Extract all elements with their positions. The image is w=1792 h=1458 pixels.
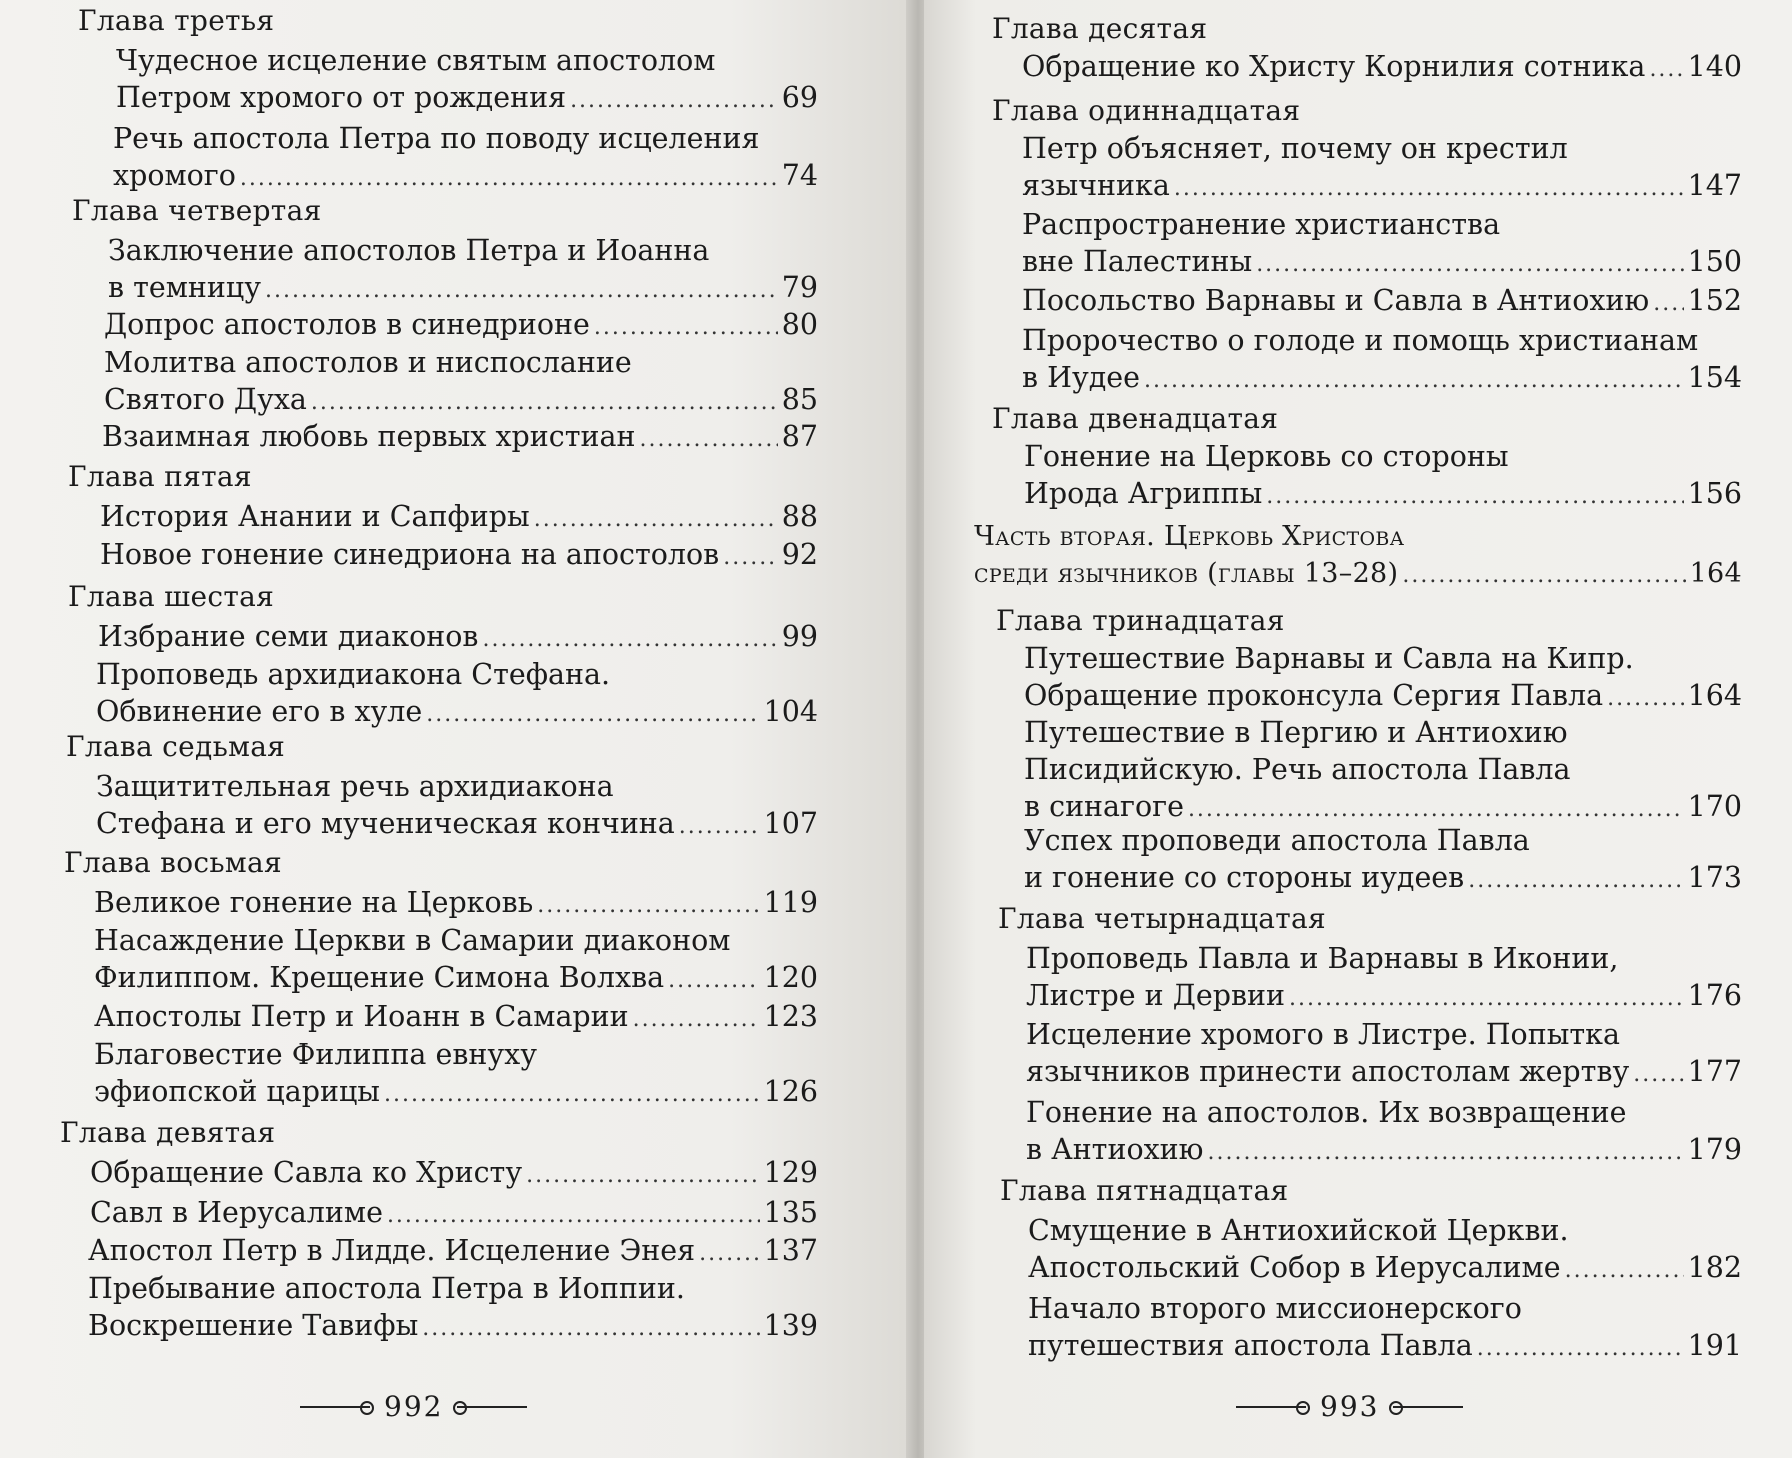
page-ref: 182	[1687, 1251, 1742, 1284]
entry-title-line: Писидийскую. Речь апостола Павла	[1024, 753, 1571, 786]
chapter-heading: Глава четырнадцатая	[998, 902, 1327, 935]
entry-title-line: в Антиохию	[1026, 1133, 1204, 1166]
leader-dots	[570, 82, 778, 119]
entry-title-line: Обвинение его в хуле	[96, 695, 423, 728]
leader-dots	[640, 421, 778, 458]
entry-title-line: Ирода Агриппы	[1024, 477, 1263, 510]
entry-final-line	[1022, 282, 1742, 322]
toc-entry	[116, 42, 818, 119]
entry-title-line: Гонение на Церковь со стороны	[1024, 440, 1509, 473]
leader-dots	[1633, 1056, 1683, 1093]
page-ref: 69	[781, 81, 818, 114]
entry-title-line: Молитва апостолов и ниспослание	[104, 346, 632, 379]
entry-title-line: Обращение проконсула Сергия Павла	[1024, 679, 1604, 712]
entry-final-line	[104, 381, 818, 421]
entry-final-line	[90, 1154, 818, 1194]
toc-entry	[90, 1194, 818, 1234]
entry-final-line	[102, 418, 818, 458]
toc-entry	[1024, 714, 1742, 828]
leader-dots	[668, 962, 759, 999]
entry-final-line	[100, 498, 818, 538]
leader-dots	[240, 160, 778, 197]
leader-dots	[1174, 170, 1684, 207]
toc-entry	[1022, 322, 1742, 399]
ornament-left-icon	[1236, 1406, 1306, 1408]
entry-final-line	[90, 1194, 818, 1234]
entry-title-line: Заключение апостолов Петра и Иоанна	[108, 234, 710, 267]
page-ref: 126	[763, 1075, 818, 1108]
chapter-heading: Глава третья	[78, 4, 275, 37]
entry-final-line	[116, 79, 818, 119]
entry-title-line: в синагоге	[1024, 790, 1184, 823]
leader-dots	[526, 1157, 760, 1194]
toc-entry	[94, 922, 818, 999]
entry-title-line: в темницу	[108, 271, 261, 304]
entry-final-line	[1022, 243, 1742, 283]
entry-title-line: путешествия апостола Павла	[1028, 1329, 1473, 1362]
left-page-number: 992	[384, 1390, 444, 1423]
chapter-heading: Глава десятая	[992, 12, 1208, 45]
entry-final-line	[94, 998, 818, 1038]
page-ref: 156	[1687, 477, 1742, 510]
right-page-number: 993	[1320, 1390, 1380, 1423]
leader-dots	[1256, 246, 1683, 283]
page-ref: 139	[763, 1309, 818, 1342]
entry-title-line: Петром хромого от рождения	[116, 81, 567, 114]
ornament-right-icon	[457, 1406, 527, 1408]
leader-dots	[422, 1310, 759, 1347]
leader-dots	[1477, 1330, 1684, 1367]
entry-title-line: Обращение Савла ко Христу	[90, 1156, 523, 1189]
toc-entry	[1024, 640, 1742, 717]
part-heading	[974, 518, 1742, 594]
page-ref: 129	[763, 1156, 818, 1189]
page-ref: 152	[1687, 284, 1742, 317]
entry-title-line: Чудесное исцеление святым апостолом	[116, 44, 716, 77]
entry-title-line: язычников принести апостолам жертву	[1026, 1055, 1630, 1088]
page-ref: 80	[781, 308, 818, 341]
chapter-heading: Глава пятая	[68, 460, 252, 493]
toc-entry	[94, 998, 818, 1038]
chapter-heading: Глава одиннадцатая	[992, 94, 1301, 127]
toc-entry	[1022, 130, 1742, 207]
page-ref: 88	[781, 500, 818, 533]
page-ref: 87	[781, 420, 818, 453]
toc-entry	[98, 618, 818, 658]
entry-title-line: Избрание семи диаконов	[98, 620, 479, 653]
entry-final-line	[96, 805, 818, 845]
page-ref: 140	[1687, 50, 1742, 83]
entry-title-line: История Анании и Сапфиры	[100, 500, 530, 533]
entry-title-line: Листре и Дервии	[1026, 979, 1286, 1012]
leader-dots	[1144, 362, 1684, 399]
entry-title-line: и гонение со стороны иудеев	[1024, 861, 1465, 894]
leader-dots	[384, 1076, 760, 1113]
toc-entry	[104, 306, 818, 346]
entry-final-line	[113, 157, 818, 197]
toc-entry	[90, 1154, 818, 1194]
leader-dots	[311, 384, 778, 421]
leader-dots	[1266, 478, 1683, 515]
entry-title-line: Апостолы Петр и Иоанн в Самарии	[94, 1000, 629, 1033]
entry-final-line	[974, 555, 1742, 594]
entry-title-line: Защитительная речь архидиакона	[96, 770, 614, 803]
page-ref: 170	[1687, 790, 1742, 823]
entry-title-line: Пророчество о голоде и помощь христианам	[1022, 324, 1699, 357]
leader-dots	[387, 1197, 760, 1234]
entry-title-line: Гонение на апостолов. Их возвращение	[1026, 1096, 1627, 1129]
chapter-heading: Глава четвертая	[72, 194, 322, 227]
ornament-left-icon	[300, 1406, 370, 1408]
page-ref: 107	[763, 807, 818, 840]
toc-entry	[1024, 822, 1742, 899]
toc-entry	[104, 344, 818, 421]
entry-final-line	[98, 618, 818, 658]
page-ref: 179	[1687, 1133, 1742, 1166]
entry-title-line: Посольство Варнавы и Савла в Антиохию	[1022, 284, 1650, 317]
entry-title-line: Распространение христианства	[1022, 208, 1501, 241]
toc-entry	[113, 120, 818, 197]
page-ref: 135	[763, 1196, 818, 1229]
page-ref: 164	[1687, 679, 1742, 712]
leader-dots	[633, 1001, 760, 1038]
leader-dots	[537, 887, 759, 924]
entry-title-line: Обращение ко Христу Корнилия сотника	[1022, 50, 1646, 83]
chapter-heading: Глава седьмая	[66, 730, 286, 763]
toc-entry	[88, 1232, 818, 1272]
page-ref: 154	[1687, 361, 1742, 394]
entry-final-line	[1024, 677, 1742, 717]
entry-title-line: язычника	[1022, 169, 1170, 202]
page-ref: 150	[1687, 245, 1742, 278]
toc-entry	[100, 498, 818, 538]
toc-entry	[1026, 1016, 1742, 1093]
leader-dots	[1468, 862, 1683, 899]
entry-title-line: Благовестие Филиппа евнуху	[94, 1038, 538, 1071]
entry-title-line: Смущение в Антиохийской Церкви.	[1028, 1214, 1569, 1247]
entry-title-line: Взаимная любовь первых христиан	[102, 420, 636, 453]
toc-entry	[96, 656, 818, 733]
left-page-footer	[300, 1390, 527, 1423]
entry-title-line: эфиопской царицы	[94, 1075, 380, 1108]
entry-final-line	[104, 306, 818, 346]
toc-entry	[1022, 282, 1742, 322]
entry-title-line: Проповедь Павла и Варнавы в Иконии,	[1026, 942, 1619, 975]
entry-final-line	[94, 884, 818, 924]
leader-dots	[679, 808, 760, 845]
toc-entry	[1028, 1212, 1742, 1289]
page-ref: 79	[781, 271, 818, 304]
entry-title-line: среди язычников (главы 13–28)	[974, 558, 1399, 589]
page-ref: 191	[1687, 1329, 1742, 1362]
chapter-heading: Глава пятнадцатая	[1000, 1174, 1289, 1207]
toc-entry	[1022, 48, 1742, 88]
entry-title-line: Пребывание апостола Петра в Иоппии.	[88, 1272, 685, 1305]
toc-entry	[108, 232, 818, 309]
page-ref: 173	[1687, 861, 1742, 894]
leader-dots	[1565, 1252, 1684, 1289]
entry-title-line: Начало второго миссионерского	[1028, 1292, 1522, 1325]
entry-final-line	[1024, 475, 1742, 515]
entry-final-line	[94, 959, 818, 999]
entry-final-line	[1022, 48, 1742, 88]
entry-title-line: вне Палестины	[1022, 245, 1253, 278]
entry-title-line: Проповедь архидиакона Стефана.	[96, 658, 611, 691]
right-page	[924, 0, 1792, 1458]
leader-dots	[426, 696, 759, 733]
entry-title-line: Апостольский Собор в Иерусалиме	[1028, 1251, 1561, 1284]
entry-title-line: Воскрешение Тавифы	[88, 1309, 419, 1342]
leader-dots	[265, 272, 778, 309]
entry-title-line: Петр объясняет, почему он крестил	[1022, 132, 1568, 165]
entry-title-line: Часть вторая. Церковь Христова	[974, 521, 1405, 552]
entry-final-line	[108, 269, 818, 309]
toc-entry	[96, 768, 818, 845]
entry-final-line	[1022, 359, 1742, 399]
entry-final-line	[1028, 1249, 1742, 1289]
chapter-heading: Глава тринадцатая	[996, 604, 1285, 637]
entry-title-line: Филиппом. Крещение Симона Волхва	[94, 961, 665, 994]
entry-title-line: хромого	[113, 159, 236, 192]
entry-title-line: Насаждение Церкви в Самарии диаконом	[94, 924, 731, 957]
page-ref: 177	[1687, 1055, 1742, 1088]
toc-entry	[100, 536, 818, 576]
entry-title-line: в Иудее	[1022, 361, 1141, 394]
entry-final-line	[1028, 1327, 1742, 1367]
toc-entry	[1024, 438, 1742, 515]
toc-entry	[1026, 1094, 1742, 1171]
page-ref: 99	[781, 620, 818, 653]
page-ref: 92	[781, 538, 818, 571]
page-ref: 176	[1687, 979, 1742, 1012]
page-ref: 104	[763, 695, 818, 728]
leader-dots	[1402, 557, 1685, 594]
entry-final-line	[1022, 167, 1742, 207]
entry-final-line	[88, 1232, 818, 1272]
chapter-heading: Глава шестая	[68, 580, 275, 613]
page-ref: 147	[1687, 169, 1742, 202]
right-page-footer	[1236, 1390, 1463, 1423]
entry-final-line	[1024, 859, 1742, 899]
page-ref: 119	[763, 886, 818, 919]
entry-final-line	[1026, 1053, 1742, 1093]
toc-entry	[94, 1036, 818, 1113]
entry-title-line: Апостол Петр в Лидде. Исцеление Энея	[88, 1234, 696, 1267]
leader-dots	[1653, 285, 1683, 322]
entry-title-line: Исцеление хромого в Листре. Попытка	[1026, 1018, 1620, 1051]
leader-dots	[594, 309, 778, 346]
entry-final-line	[100, 536, 818, 576]
leader-dots	[534, 501, 778, 538]
entry-title-line: Святого Духа	[104, 383, 307, 416]
toc-entry	[102, 418, 818, 458]
entry-title-line: Успех проповеди апостола Павла	[1024, 824, 1530, 857]
entry-title-line: Речь апостола Петра по поводу исцеления	[113, 122, 760, 155]
entry-title-line: Стефана и его мученическая кончина	[96, 807, 675, 840]
entry-title-line: Путешествие в Пергию и Антиохию	[1024, 716, 1568, 749]
page-ref: 123	[763, 1000, 818, 1033]
page-ref: 74	[781, 159, 818, 192]
entry-final-line	[1026, 1131, 1742, 1171]
page-ref: 164	[1689, 558, 1742, 589]
chapter-heading: Глава девятая	[60, 1116, 276, 1149]
entry-title-line: Великое гонение на Церковь	[94, 886, 534, 919]
entry-title-line: Путешествие Варнавы и Савла на Кипр.	[1024, 642, 1634, 675]
entry-title-line: Новое гонение синедриона на апостолов	[100, 538, 720, 571]
toc-entry	[1026, 940, 1742, 1017]
page-ref: 120	[763, 961, 818, 994]
leader-dots	[1607, 680, 1683, 717]
entry-title-line: Савл в Иерусалиме	[90, 1196, 383, 1229]
chapter-heading: Глава двенадцатая	[992, 402, 1279, 435]
leader-dots	[723, 539, 778, 576]
leader-dots	[1208, 1134, 1684, 1171]
entry-final-line	[94, 1073, 818, 1113]
leader-dots	[699, 1235, 760, 1272]
entry-title-line: Допрос апостолов в синедрионе	[104, 308, 590, 341]
entry-final-line	[1026, 977, 1742, 1017]
chapter-heading: Глава восьмая	[64, 846, 282, 879]
toc-entry	[88, 1270, 818, 1347]
leader-dots	[482, 621, 777, 658]
ornament-right-icon	[1393, 1406, 1463, 1408]
toc-entry	[94, 884, 818, 924]
leader-dots	[1649, 51, 1683, 88]
page-ref: 137	[763, 1234, 818, 1267]
entry-final-line	[88, 1307, 818, 1347]
toc-entry	[1022, 206, 1742, 283]
page-ref: 85	[781, 383, 818, 416]
leader-dots	[1289, 980, 1684, 1017]
toc-entry	[1028, 1290, 1742, 1367]
entry-final-line	[96, 693, 818, 733]
